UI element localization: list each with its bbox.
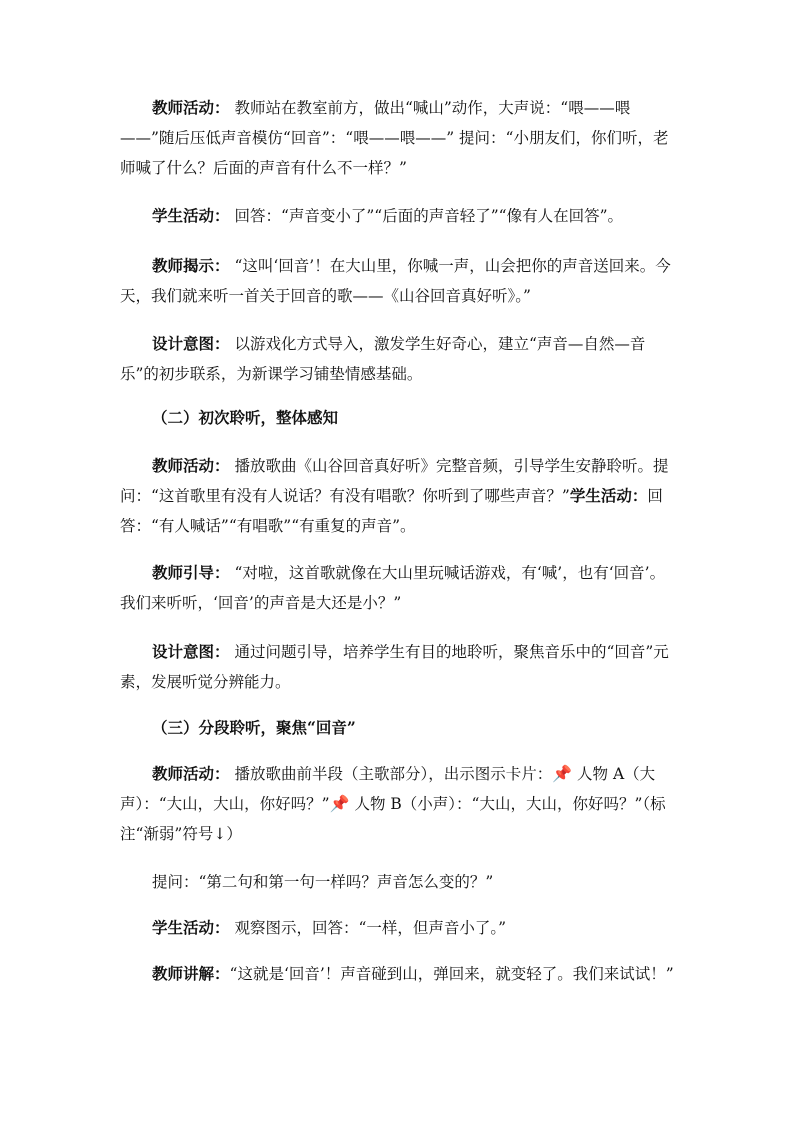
- paragraph-teacher-guide: [120, 558, 680, 618]
- label-student-activity: 学生活动：: [152, 918, 230, 937]
- paragraph-teacher-explain: [120, 959, 680, 989]
- text-teacher-activity: 播放歌曲《山谷回音真好听》完整音频，引导学生安静聆听。提问：“这首歌里有没有人说话？有没有唱歌？你听到了哪些声音？”: [120, 457, 669, 505]
- text-teacher-explain: “这就是‘回音’！声音碰到山，弹回来，就变轻了。我们来试试！”: [229, 965, 674, 983]
- paragraph-student-activity-1: [120, 201, 680, 231]
- pushpin-icon: 📌: [552, 764, 573, 783]
- label-teacher-activity: 教师活动：: [152, 764, 230, 783]
- paragraph-student-activity-2: [120, 913, 680, 943]
- label-design-intent: 设计意图：: [152, 334, 230, 353]
- label-teacher-activity: 教师活动：: [152, 98, 230, 117]
- paragraph-design-intent-1: [120, 329, 680, 389]
- paragraph-question: 提问：“第二句和第一句一样吗？声音怎么变的？”: [152, 873, 494, 891]
- label-design-intent: 设计意图：: [152, 642, 230, 661]
- text-student-activity: 观察图示，回答：“一样，但声音小了。”: [229, 919, 507, 937]
- text-design-intent: 通过问题引导，培养学生有目的地聆听，聚焦音乐中的“回音”元素，发展听觉分辨能力。: [120, 643, 669, 691]
- paragraph-teacher-activity-1: [120, 93, 680, 183]
- label-teacher-explain: 教师讲解：: [152, 964, 230, 983]
- label-student-activity: 学生活动：: [152, 206, 230, 225]
- text-teacher-activity: 播放歌曲前半段（主歌部分），出示图示卡片：: [229, 765, 553, 783]
- text-design-intent: 以游戏化方式导入，激发学生好奇心，建立“声音—自然—音乐”的初步联系，为新课学习铺垫情感基础。: [120, 335, 646, 383]
- label-teacher-guide: 教师引导：: [152, 563, 230, 582]
- label-teacher-activity: 教师活动：: [152, 456, 230, 475]
- label-student-activity: 学生活动：: [569, 486, 648, 505]
- text-teacher-activity: 教师站在教室前方，做出“喊山”动作，大声说：“喂——喂——”随后压低声音模仿“回音”：“喂——喂——” 提问：“小朋友们，你们听，老师喊了什么？后面的声音有什么不一样？”: [120, 99, 669, 177]
- paragraph-design-intent-2: [120, 637, 680, 697]
- label-teacher-reveal: 教师揭示：: [152, 256, 230, 275]
- text-student-activity: 回答：“有人喊话”“有唱歌”“有重复的声音”。: [120, 487, 663, 535]
- paragraph-teacher-activity-2: [120, 451, 680, 541]
- paragraph-teacher-reveal: [120, 251, 680, 311]
- text-character-b: 人物 B（小声）：“大山，大山，你好吗？”（标注“渐弱”符号↓）: [120, 795, 666, 843]
- section-heading-3: （三）分段聆听，聚焦“回音”: [152, 718, 356, 737]
- text-teacher-guide: “对啦，这首歌就像在大山里玩喊话游戏，有‘喊’，也有‘回音’。我们来听听，‘回音’的声音是大还是小？”: [120, 564, 666, 612]
- text-teacher-reveal: “这叫‘回音’！在大山里，你喊一声，山会把你的声音送回来。今天，我们就来听一首关于回音的歌——《山谷回音真好听》。”: [120, 257, 671, 305]
- paragraph-teacher-activity-3: [120, 759, 680, 849]
- section-heading-2: （二）初次聆听，整体感知: [152, 408, 339, 427]
- text-character-a: 人物 A（大声）：“大山，大山，你好吗？”: [120, 765, 656, 813]
- text-student-activity: 回答：“声音变小了”“后面的声音轻了”“像有人在回答”。: [229, 207, 623, 225]
- pushpin-icon: 📌: [329, 794, 350, 813]
